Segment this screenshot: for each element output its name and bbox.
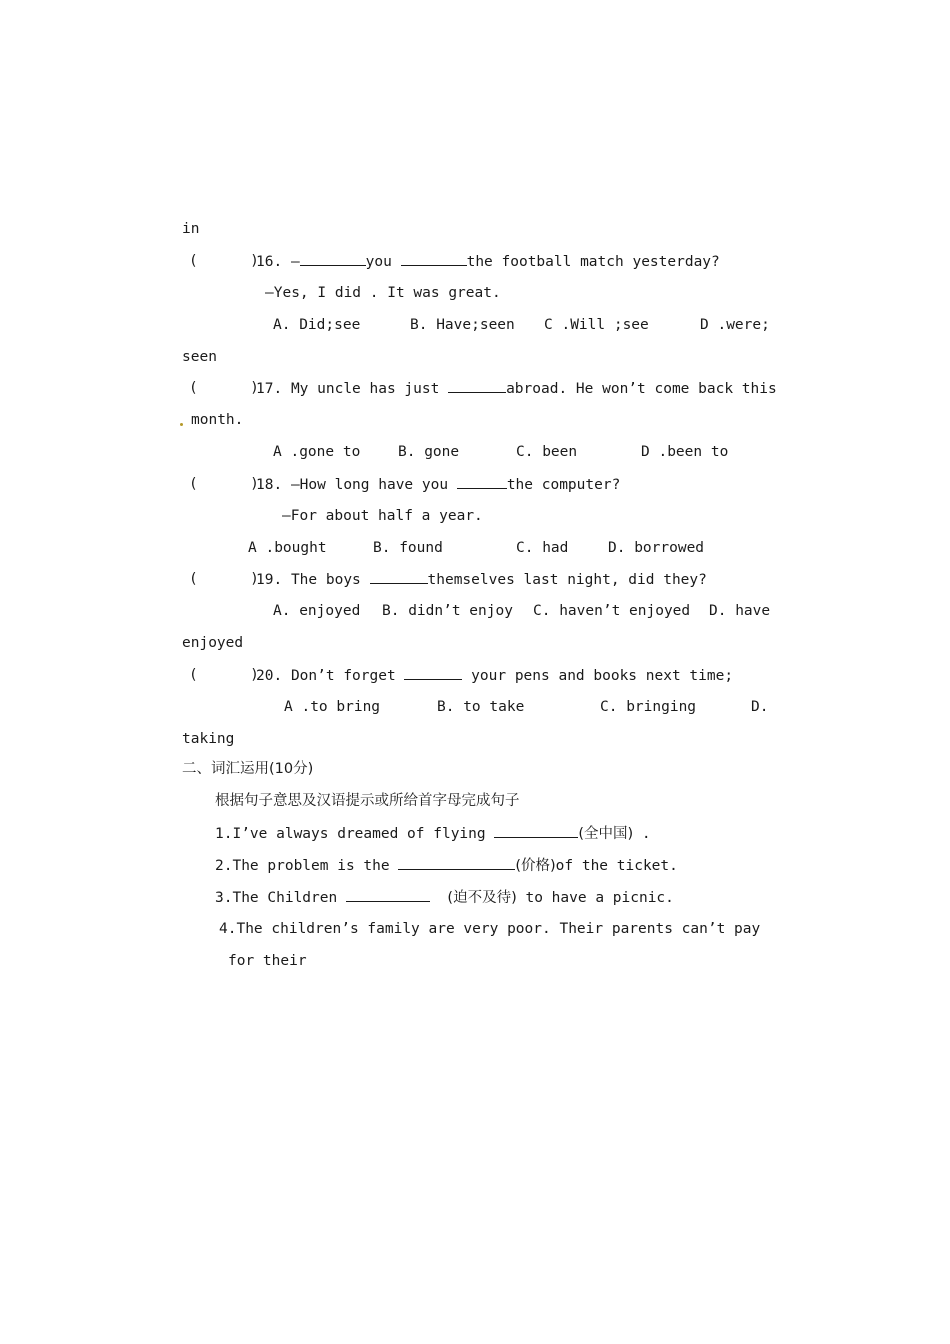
vocab-item-4-continued: for their [228,953,307,969]
q20-number: 20. [256,668,283,684]
q16-reply: —Yes, I did . It was great. [265,285,501,301]
q16-blank-1 [300,251,366,266]
q18-option-c: C. had [516,540,569,556]
q19-option-d: D. have [709,603,771,619]
q19-blank [370,569,428,584]
q19-stem [256,569,707,589]
q20-option-b: B. to take [437,699,525,715]
q16-option-b: B. Have;seen [410,317,515,333]
q20-option-d-continued: taking [182,731,235,747]
vocab-item-1-end: . [633,826,651,842]
q18-stem-part-a: —How long have you [290,477,457,493]
q17-stem-part-b: abroad. He won’t come back this [506,381,777,397]
q16-option-a: A. Did;see [273,317,361,333]
q19-option-b: B. didn’t enjoy [382,603,513,619]
q17-answer-paren[interactable]: ( ) [189,380,259,396]
q19-stem-part-b: themselves last night, did they? [427,572,707,588]
q16-option-d: D .were; [700,317,770,333]
q19-number: 19. [256,572,283,588]
q16-option-d-continued: seen [182,349,217,365]
vocab-item-2-blank[interactable] [398,855,515,870]
q17-stem-continued: month. [191,412,244,428]
q20-option-c: C. bringing [600,699,697,715]
q19-option-a: A. enjoyed [273,603,361,619]
q20-option-d: D. [751,699,769,715]
q16-stem [256,251,720,271]
section-2-instruction: 根据句子意思及汉语提示或所给首字母完成句子 [215,793,520,809]
q18-answer-paren[interactable]: ( ) [189,476,259,492]
q20-stem-part-a: Don’t forget [290,668,405,684]
q19-stem-part-a: The boys [290,572,370,588]
q17-option-a: A .gone to [273,444,361,460]
vocab-item-4: 4.The children’s family are very poor. Their parents can’t pay [219,921,761,937]
vocab-item-3-blank[interactable] [346,887,430,902]
q17-option-d: D .been to [641,444,729,460]
q18-stem-part-b: the computer? [506,477,621,493]
vocab-item-1 [215,823,651,843]
q17-number: 17. [256,381,283,397]
vocab-item-3-end: to have a picnic. [516,890,674,906]
carry-over-text: in [182,221,200,237]
q20-stem-part-b: your pens and books next time; [462,668,734,684]
vocab-item-2-text: 2.The problem is the [215,858,399,874]
vocab-item-1-blank[interactable] [494,823,578,838]
q16-option-c: C .Will ;see [544,317,649,333]
vocab-item-2-end: of the ticket. [555,858,678,874]
q18-blank [457,474,507,489]
q17-option-c: C. been [516,444,578,460]
q19-option-c: C. haven’t enjoyed [533,603,691,619]
q16-number: 16. [256,254,283,270]
q16-stem-part-b: you [365,254,401,270]
section-2-heading: 二、词汇运用(10分) [182,761,314,777]
vocab-item-1-text: 1.I’ve always dreamed of flying [215,826,495,842]
q19-option-d-continued: enjoyed [182,635,244,651]
q17-option-b: B. gone [398,444,460,460]
q18-option-a: A .bought [248,540,327,556]
q20-answer-paren[interactable]: ( ) [189,667,259,683]
q16-stem-part-c: the football match yesterday? [466,254,720,270]
vocab-item-3-hint: (迫不及待) [447,890,517,906]
q17-blank [448,378,506,393]
q18-option-d: D. borrowed [608,540,705,556]
q20-blank [404,665,462,680]
q19-answer-paren[interactable]: ( ) [189,571,259,587]
vocab-item-2 [215,855,678,875]
q18-stem [256,474,620,494]
vocab-item-1-hint: (全中国) [578,826,634,842]
q17-stem-part-a: My uncle has just [290,381,449,397]
q17-stem [256,378,777,398]
q20-option-a: A .to bring [284,699,381,715]
q16-stem-part-a: — [290,254,300,270]
q18-number: 18. [256,477,283,493]
marker-dot [180,423,183,426]
vocab-item-3 [215,887,674,907]
q16-answer-paren[interactable]: ( ) [189,253,259,269]
vocab-item-2-hint: (价格) [515,858,556,874]
vocab-item-3-text: 3.The Children [215,890,346,906]
q18-reply: —For about half a year. [282,508,483,524]
q18-option-b: B. found [373,540,443,556]
q16-blank-2 [401,251,467,266]
q20-stem [256,665,733,685]
